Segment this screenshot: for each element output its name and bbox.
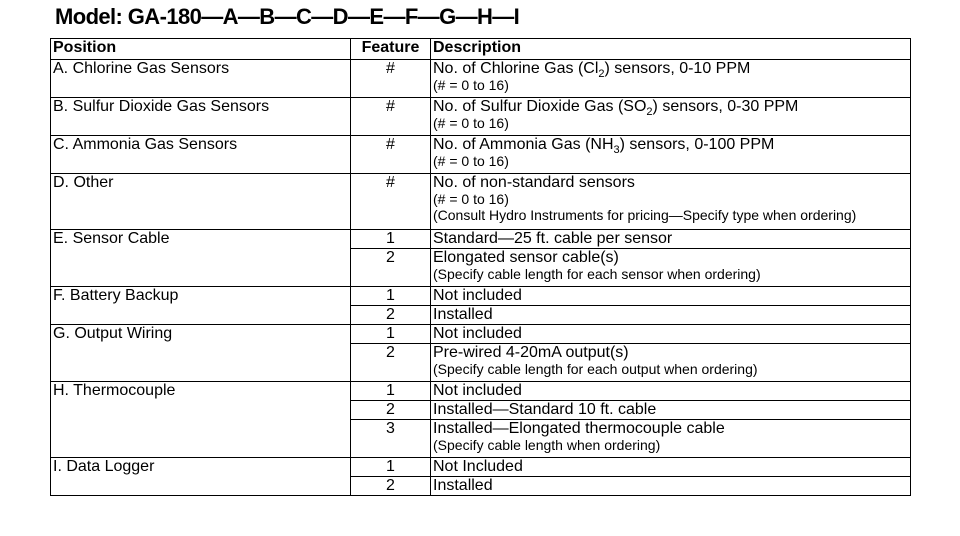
description-text — [433, 136, 910, 157]
position-cell: A. Chlorine Gas Sensors — [51, 60, 351, 98]
feature-cell: # — [351, 174, 431, 230]
description-note: (Specify cable length when ordering) — [433, 437, 661, 453]
table-row — [51, 60, 911, 98]
table-row — [51, 458, 911, 477]
description-text: Installed — [433, 477, 493, 494]
feature-cell: 2 — [351, 306, 431, 325]
description-text — [433, 60, 910, 81]
description-text: Not Included — [433, 458, 523, 475]
description-pre: No. of Chlorine Gas (Cl — [433, 60, 599, 77]
header-description: Description — [431, 39, 911, 60]
description-cell — [431, 306, 911, 325]
description-cell — [431, 98, 911, 136]
feature-cell: 1 — [351, 325, 431, 344]
options-table — [50, 38, 911, 496]
description-cell — [431, 136, 911, 174]
table-row — [51, 136, 911, 174]
description-cell — [431, 325, 911, 344]
position-cell: G. Output Wiring — [51, 325, 351, 382]
description-cell — [431, 60, 911, 98]
description-text: No. of non-standard sensors — [433, 174, 635, 191]
description-text: Pre-wired 4-20mA output(s) — [433, 344, 629, 361]
table-row — [51, 230, 911, 249]
table-row — [51, 287, 911, 306]
description-cell — [431, 249, 911, 287]
position-cell: F. Battery Backup — [51, 287, 351, 325]
description-cell — [431, 382, 911, 401]
description-pre: No. of Ammonia Gas (NH — [433, 136, 614, 153]
position-cell: B. Sulfur Dioxide Gas Sensors — [51, 98, 351, 136]
description-text: Standard—25 ft. cable per sensor — [433, 230, 673, 247]
description-note: (Specify cable length for each sensor when ordering) — [433, 266, 761, 282]
position-cell: I. Data Logger — [51, 458, 351, 496]
description-note: (# = 0 to 16) — [433, 153, 509, 169]
description-text: Installed — [433, 306, 493, 323]
description-note-2: (Consult Hydro Instruments for pricing—Specify type when ordering) — [433, 207, 857, 223]
description-cell — [431, 477, 911, 496]
feature-cell: # — [351, 98, 431, 136]
position-cell: H. Thermocouple — [51, 382, 351, 458]
description-cell — [431, 174, 911, 230]
description-post: ) sensors, 0-30 PPM — [652, 98, 799, 115]
description-cell — [431, 287, 911, 306]
feature-cell: 3 — [351, 420, 431, 458]
description-post: ) sensors, 0-100 PPM — [619, 136, 775, 153]
table-header-row — [51, 39, 911, 60]
description-text: Installed—Elongated thermocouple cable — [433, 420, 725, 437]
description-cell — [431, 230, 911, 249]
description-text: Not included — [433, 287, 522, 304]
table-row — [51, 382, 911, 401]
description-cell — [431, 401, 911, 420]
description-pre: No. of Sulfur Dioxide Gas (SO — [433, 98, 647, 115]
description-note: (# = 0 to 16) — [433, 77, 509, 93]
feature-cell: 1 — [351, 458, 431, 477]
feature-cell: 1 — [351, 382, 431, 401]
description-text — [433, 98, 910, 119]
feature-cell: 1 — [351, 287, 431, 306]
chem-subscript: 2 — [598, 68, 605, 81]
position-cell: C. Ammonia Gas Sensors — [51, 136, 351, 174]
description-text: Elongated sensor cable(s) — [433, 249, 619, 266]
position-cell: D. Other — [51, 174, 351, 230]
description-cell — [431, 344, 911, 382]
description-cell — [431, 458, 911, 477]
table-row — [51, 98, 911, 136]
feature-cell: # — [351, 136, 431, 174]
feature-cell: # — [351, 60, 431, 98]
description-text: Not included — [433, 325, 522, 342]
feature-cell: 2 — [351, 344, 431, 382]
description-post: ) sensors, 0-10 PPM — [604, 60, 751, 77]
model-title: Model: GA-180—A—B—C—D—E—F—G—H—I — [55, 4, 520, 29]
table-row — [51, 174, 911, 230]
description-text: Installed—Standard 10 ft. cable — [433, 401, 657, 418]
position-cell: E. Sensor Cable — [51, 230, 351, 287]
table-row — [51, 325, 911, 344]
feature-cell: 2 — [351, 401, 431, 420]
feature-cell: 2 — [351, 249, 431, 287]
description-cell — [431, 420, 911, 458]
description-note: (# = 0 to 16) — [433, 115, 509, 131]
chem-subscript: 2 — [646, 106, 653, 119]
chem-subscript: 3 — [613, 144, 620, 157]
description-note: (# = 0 to 16) — [433, 191, 509, 207]
feature-cell: 1 — [351, 230, 431, 249]
description-text: Not included — [433, 382, 522, 399]
description-note: (Specify cable length for each output when ordering) — [433, 361, 758, 377]
feature-cell: 2 — [351, 477, 431, 496]
header-position: Position — [51, 39, 351, 60]
header-feature: Feature — [351, 39, 431, 60]
